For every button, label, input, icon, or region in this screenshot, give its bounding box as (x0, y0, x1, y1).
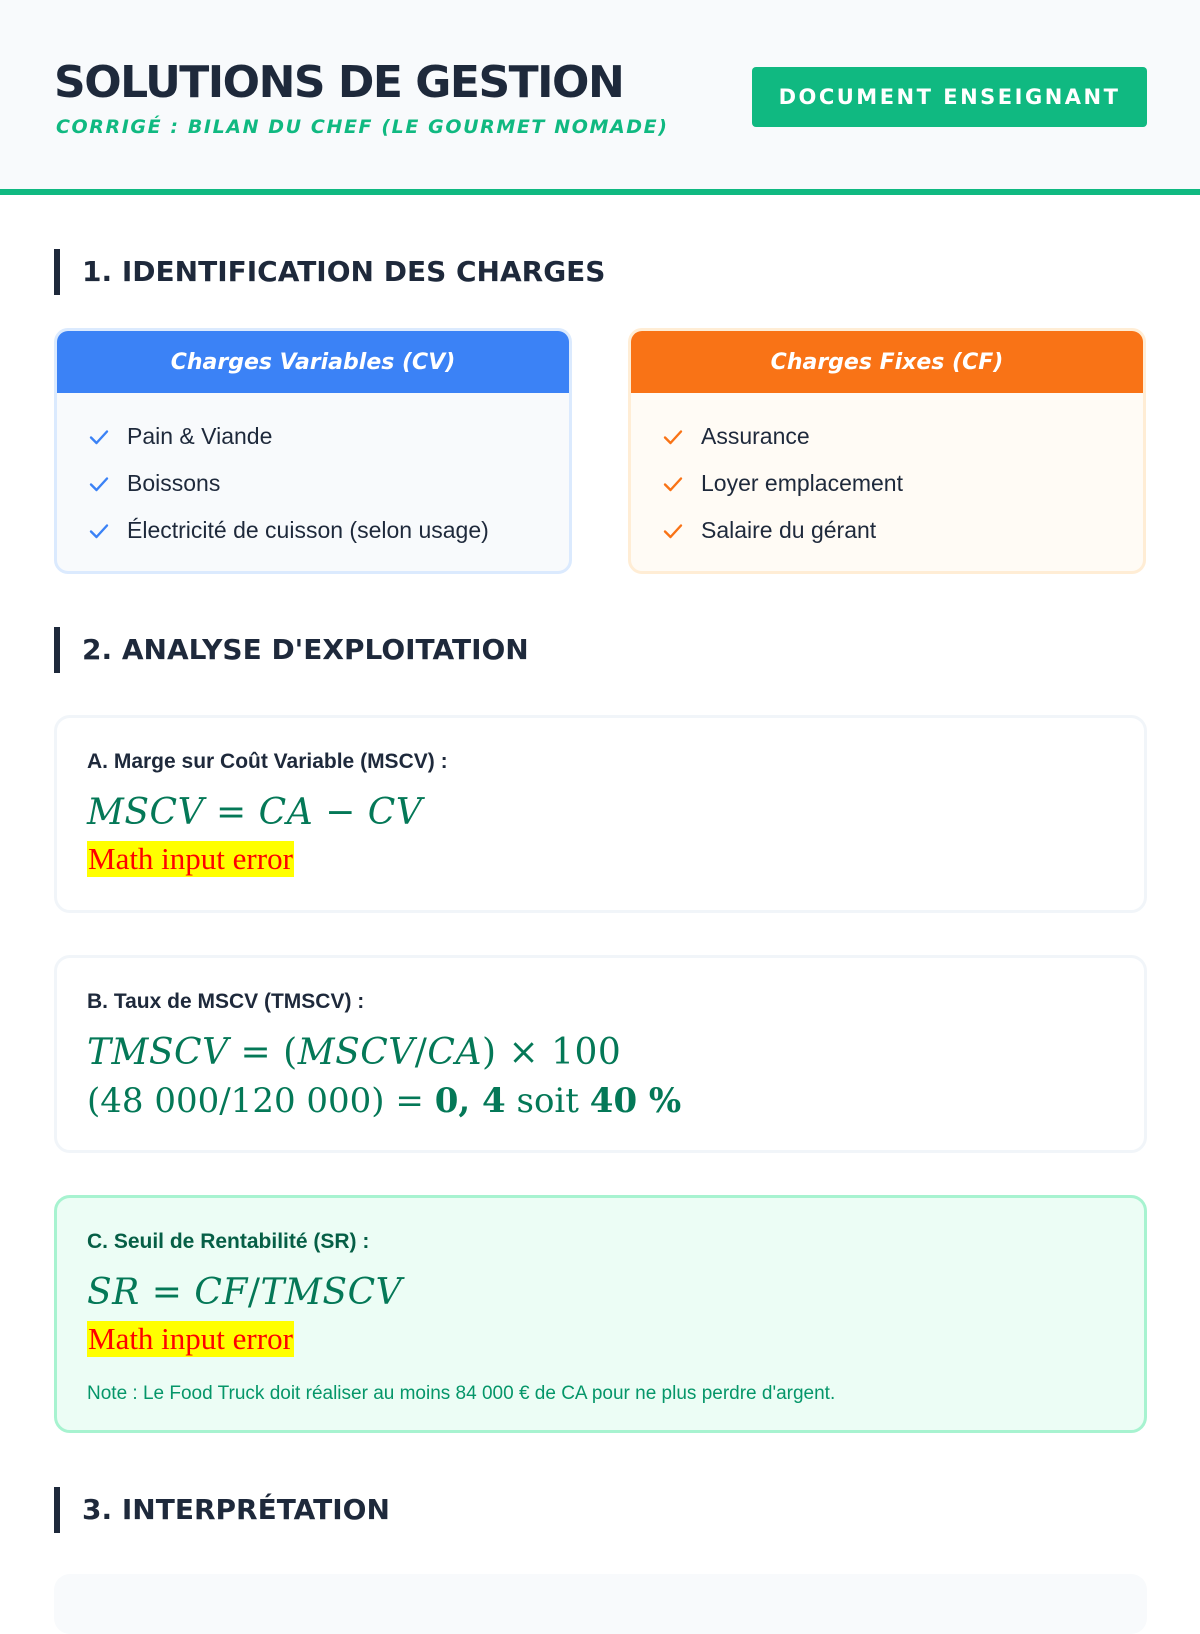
formula-operator: = (240, 1032, 272, 1073)
tmscv-calculation (87, 1081, 681, 1121)
section-title-charges: 1. IDENTIFICATION DES CHARGES (54, 249, 605, 295)
formula-term: 100 (551, 1032, 622, 1073)
formula-term: CV (367, 792, 423, 833)
tmscv-card (54, 955, 1147, 1153)
calculation-result: 0, 4 (434, 1081, 506, 1121)
break-even-label: C. Seuil de Rentabilité (SR) : (87, 1230, 370, 1253)
list-item-label: Boissons (127, 470, 221, 496)
list-item-label: Assurance (701, 423, 810, 449)
tmscv-label: B. Taux de MSCV (TMSCV) : (87, 990, 365, 1013)
list-item-label: Loyer emplacement (701, 470, 903, 496)
formula-term: TMSCV (260, 1272, 403, 1313)
list-item-label: Électricité de cuisson (selon usage) (127, 517, 489, 543)
page-header (0, 0, 1200, 195)
mscv-label: A. Marge sur Coût Variable (MSCV) : (87, 750, 448, 773)
fixed-charges-list (631, 393, 1143, 554)
math-error-message: Math input error (88, 841, 293, 876)
check-icon (87, 519, 111, 543)
list-item (87, 413, 569, 460)
page-title: SOLUTIONS DE GESTION (54, 57, 624, 108)
variable-charges-title: Charges Variables (CV) (57, 331, 569, 393)
fixed-charges-card (628, 328, 1146, 574)
calculation-word: soit (516, 1081, 579, 1121)
section-title-analysis: 2. ANALYSE D'EXPLOITATION (54, 627, 529, 673)
formula-operator: / (414, 1032, 428, 1073)
formula-operator: = (151, 1272, 183, 1313)
formula-term: MSCV (297, 1032, 415, 1073)
math-error-message: Math input error (88, 1321, 293, 1356)
check-icon (661, 519, 685, 543)
formula-operator: − (325, 792, 356, 833)
formula-operator: = (395, 1081, 424, 1121)
formula-term: TMSCV (87, 1032, 229, 1073)
break-even-note: Note : Le Food Truck doit réaliser au moins 84 000 € de CA pour ne plus perdre d'argent. (87, 1383, 836, 1404)
list-item (87, 507, 569, 554)
section-title-interpretation: 3. INTERPRÉTATION (54, 1487, 390, 1533)
formula-operator: = (216, 792, 247, 833)
tmscv-formula (87, 1032, 621, 1073)
fixed-charges-title: Charges Fixes (CF) (631, 331, 1143, 393)
document-badge: DOCUMENT ENSEIGNANT (752, 67, 1147, 127)
formula-operator: × (508, 1032, 540, 1073)
calculation-expression: (48 000/120 000) (87, 1081, 385, 1121)
formula-term: SR (87, 1272, 140, 1313)
list-item (661, 507, 1143, 554)
mscv-formula (87, 792, 422, 833)
page-subtitle: CORRIGÉ : BILAN DU CHEF (LE GOURMET NOMADE) (56, 116, 669, 138)
formula-paren: ( (283, 1032, 298, 1073)
variable-charges-list (57, 393, 569, 554)
mscv-card (54, 715, 1147, 913)
check-icon (661, 425, 685, 449)
formula-paren: ) (481, 1032, 497, 1073)
calculation-percent: 40 % (589, 1081, 682, 1121)
variable-charges-card (54, 328, 572, 574)
formula-term: CF (194, 1272, 248, 1313)
list-item (87, 460, 569, 507)
formula-operator: / (247, 1272, 261, 1313)
break-even-formula (87, 1272, 402, 1313)
break-even-card (54, 1195, 1147, 1433)
check-icon (87, 472, 111, 496)
list-item (661, 413, 1143, 460)
formula-term: CA (427, 1032, 482, 1073)
interpretation-card (54, 1574, 1147, 1634)
formula-term: MSCV (87, 792, 205, 833)
formula-term: CA (258, 792, 314, 833)
list-item-label: Pain & Viande (127, 423, 273, 449)
check-icon (661, 472, 685, 496)
check-icon (87, 425, 111, 449)
list-item (661, 460, 1143, 507)
list-item-label: Salaire du gérant (701, 517, 877, 543)
